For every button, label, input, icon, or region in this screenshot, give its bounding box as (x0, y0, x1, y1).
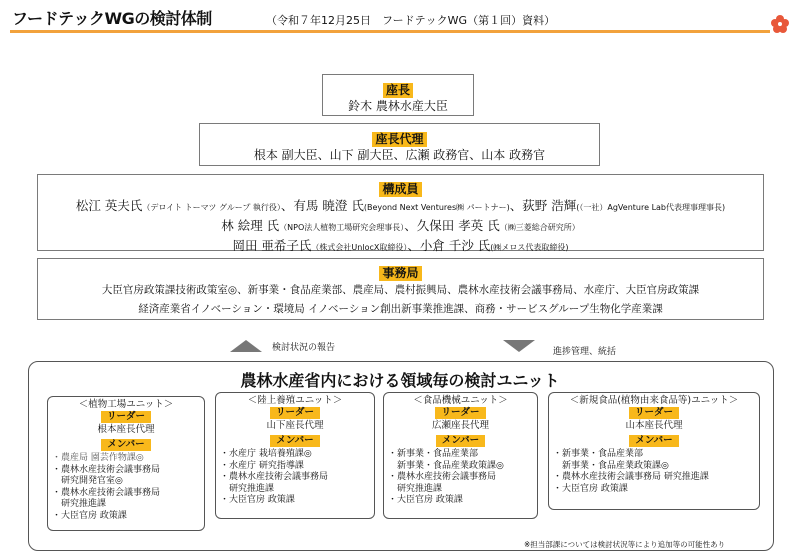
member-name: 、有馬 暁澄 氏 (280, 198, 364, 213)
member-name: 、久保田 孝英 氏 (404, 218, 500, 233)
page-subtitle: （令和７年12月25日 フードテックWG（第１回）資料） (266, 14, 556, 27)
page-title: フードテックWGの検討体制 (12, 9, 212, 28)
unit-card-food-machinery (383, 392, 538, 519)
unit-name: ＜植物工場ユニット＞ (78, 399, 174, 410)
unit-leader: 根本座長代理 (97, 424, 155, 435)
list-item: ・大臣官房 政策課 (52, 510, 127, 521)
member-name: 、小倉 千沙 氏 (407, 238, 491, 253)
member-org: (㈱メロス代表取締役) (490, 243, 569, 252)
members-box (37, 174, 764, 251)
leader-label: リーダー (101, 411, 151, 423)
unit-member-list (388, 449, 533, 507)
footnote: ※担当部課については検討状況等により追加等の可能性あり (524, 540, 726, 549)
member-org: (Beyond Next Ventures㈱ パートナー) (363, 203, 510, 212)
chair-label: 座長 (383, 83, 413, 98)
members-label: 構成員 (379, 182, 421, 197)
arrow-down-icon (503, 340, 535, 352)
member-name: 松江 英夫氏 (75, 198, 143, 213)
list-item: ・水産庁 研究指導課 (220, 460, 304, 471)
list-item: 研究推進課 (52, 499, 107, 509)
unit-card-land-aquaculture (215, 392, 375, 519)
unit-member-list (220, 449, 370, 507)
member-name: 岡田 亜希子氏 (232, 238, 312, 253)
unit-leader: 広瀬座長代理 (431, 420, 489, 431)
report-status-label: 検討状況の報告 (272, 343, 336, 353)
secretariat-line-2: 経済産業省イノベーション・環境局 イノベーション創出新事業推進課、商務・サービスグループ生物化学産業課 (138, 303, 663, 315)
member-org: （NPO法人植物工場研究会理事長） (279, 223, 405, 232)
leader-label: リーダー (629, 407, 679, 419)
member-label: メンバー (436, 435, 485, 447)
list-item: ・農産局 園芸作物課◎ (52, 453, 144, 463)
member-label: メンバー (270, 435, 319, 447)
list-item: ・農林水産技術会議事務局 (388, 472, 497, 482)
title-underline (10, 30, 770, 33)
unit-member-list (553, 449, 755, 495)
member-label: メンバー (101, 439, 150, 451)
deputy-chair-names: 根本 副大臣、山下 副大臣、広瀬 政務官、山本 政務官 (253, 148, 546, 162)
list-item: ・大臣官房 政策課 (553, 483, 628, 494)
member-name: 林 絵理 氏 (221, 218, 280, 233)
list-item: ・新事業・食品産業部 (553, 449, 644, 459)
arrow-up-icon (230, 340, 262, 352)
unit-name: ＜食品機械ユニット＞ (413, 395, 508, 406)
member-label: メンバー (629, 435, 678, 447)
secretariat-line-1: 大臣官房政策課技術政策室◎、新事業・食品産業部、農産局、農村振興局、農林水産技術会議事務局、水産庁、大臣官房政策課 (101, 284, 700, 296)
secretariat-box (37, 258, 764, 320)
units-section-title: 農林水産省内における領域毎の検討ユニット (240, 371, 560, 390)
list-item: ・大臣官房 政策課 (220, 495, 295, 505)
progress-management-label: 進捗管理、統括 (553, 347, 617, 357)
deputy-chair-label: 座長代理 (372, 132, 426, 147)
list-item: ・農林水産技術会議事務局 研究推進課 (553, 472, 709, 482)
unit-name: ＜新規食品(植物由来食品等)ユニット＞ (569, 395, 739, 406)
unit-card-novel-food (548, 392, 760, 510)
list-item: ・大臣官房 政策課 (388, 495, 463, 505)
list-item: ・農林水産技術会議事務局 (52, 464, 161, 475)
member-org: （デロイト トーマツ グループ 執行役） (142, 203, 281, 212)
chair-box (322, 74, 474, 116)
list-item: ・新事業・食品産業部 (388, 449, 479, 459)
unit-name: ＜陸上養殖ユニット＞ (247, 395, 343, 406)
list-item: ・農林水産技術会議事務局 (220, 472, 329, 482)
members-row-1 (38, 197, 763, 217)
list-item: ・水産庁 栽培養殖課◎ (220, 449, 312, 459)
unit-member-list (52, 453, 200, 522)
list-item: ・農林水産技術会議事務局 (52, 487, 161, 498)
secretariat-label: 事務局 (379, 266, 421, 281)
members-row-3 (38, 237, 763, 257)
member-org: (（一社）AgVenture Lab代表理事理事長) (576, 203, 726, 212)
member-org: （㈱三菱総合研究所） (499, 223, 580, 232)
chair-name: 鈴木 農林水産大臣 (348, 99, 448, 113)
leader-label: リーダー (270, 407, 320, 419)
deputy-chair-box (199, 123, 600, 166)
list-item: 研究推進課 (220, 483, 275, 494)
member-name: 、荻野 浩輝 (509, 198, 577, 213)
unit-leader: 山本座長代理 (625, 420, 683, 431)
list-item: 新事業・食品産業政策課◎ (553, 460, 669, 471)
list-item: 研究推進課 (388, 483, 443, 494)
unit-card-plant-factory (47, 396, 205, 531)
unit-leader: 山下座長代理 (266, 420, 324, 431)
list-item: 新事業・食品産業政策課◎ (388, 460, 504, 471)
members-row-2 (38, 217, 763, 237)
flower-logo-icon (770, 14, 790, 34)
member-org: （株式会社UnlocX取締役） (311, 243, 408, 252)
leader-label: リーダー (435, 407, 485, 419)
list-item: 研究開発官室◎ (52, 476, 123, 486)
